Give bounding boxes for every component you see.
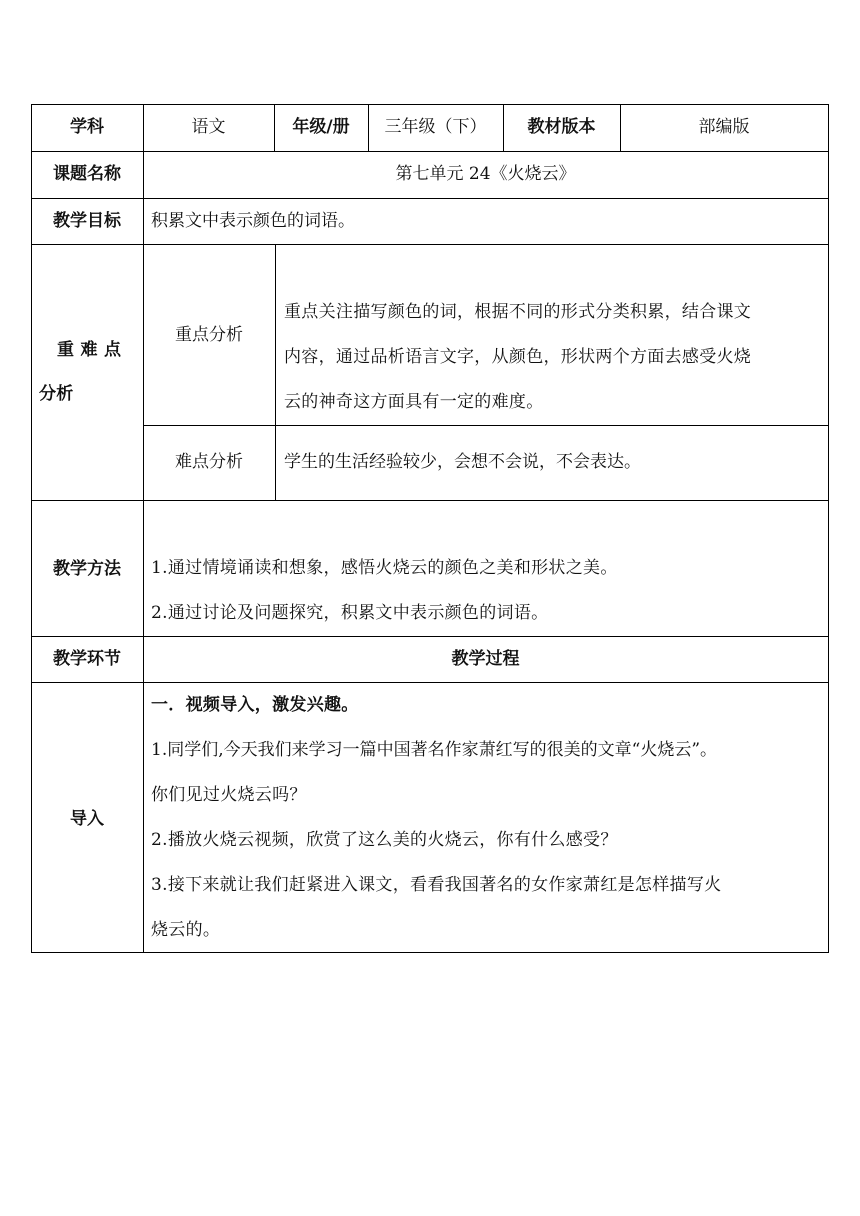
intro-line: 3.接下来就让我们赶紧进入课文，看看我国著名的女作家萧红是怎样描写火: [151, 875, 722, 895]
table-border: [31, 244, 829, 245]
key-point-text: [284, 290, 824, 425]
teaching-goal-value: 积累文中表示颜色的词语。: [151, 210, 355, 231]
intro-stage-label: 导入: [70, 808, 104, 829]
analysis-label-line1: 重 难 点: [57, 340, 122, 360]
teaching-goal-label: 教学目标: [53, 210, 121, 231]
intro-line: 你们见过火烧云吗？: [151, 785, 307, 805]
edition-value: 部编版: [698, 117, 750, 137]
grade-label: 年级/册: [292, 117, 350, 137]
intro-line: 烧云的。: [151, 920, 221, 940]
table-border: [31, 500, 829, 501]
lesson-title-label: 课题名称: [53, 164, 121, 184]
analysis-label: [31, 328, 143, 416]
table-border: [143, 104, 144, 953]
key-point-line: 云的神奇这方面具有一定的难度。: [284, 392, 544, 412]
key-point-label: 重点分析: [175, 324, 243, 345]
table-border: [828, 104, 829, 953]
teaching-method-line: 2.通过讨论及问题探究，积累文中表示颜色的词语。: [151, 603, 549, 623]
teaching-method-line: 1.通过情境诵读和想象，感悟火烧云的颜色之美和形状之美。: [151, 558, 618, 578]
intro-content: [151, 683, 827, 953]
edition-label: 教材版本: [527, 117, 596, 137]
table-border: [275, 244, 276, 500]
analysis-label-line2: 分析: [39, 384, 74, 404]
teaching-method-label: 教学方法: [53, 558, 121, 579]
teaching-stage-header: 教学环节: [53, 648, 121, 669]
difficult-point-text: 学生的生活经验较少，会想不会说，不会表达。: [284, 452, 641, 472]
subject-value: 语文: [191, 117, 226, 137]
intro-line: 1.同学们,今天我们来学习一篇中国著名作家萧红写的很美的文章“火烧云”。: [151, 740, 718, 760]
key-point-line: 内容，通过品析语言文字，从颜色，形状两个方面去感受火烧: [284, 347, 752, 367]
subject-label: 学科: [70, 117, 104, 137]
key-point-line: 重点关注描写颜色的词，根据不同的形式分类积累，结合课文: [284, 302, 752, 322]
teaching-process-header: 教学过程: [451, 648, 520, 669]
teaching-method-text: [151, 546, 821, 636]
difficult-point-label: 难点分析: [175, 452, 243, 472]
grade-value: 三年级（下）: [384, 117, 487, 137]
intro-line: 2.播放火烧云视频，欣赏了这么美的火烧云，你有什么感受？: [151, 830, 618, 850]
intro-heading: 一．视频导入，激发兴趣。: [151, 695, 359, 715]
lesson-title-value: 第七单元 24《火烧云》: [395, 164, 576, 184]
